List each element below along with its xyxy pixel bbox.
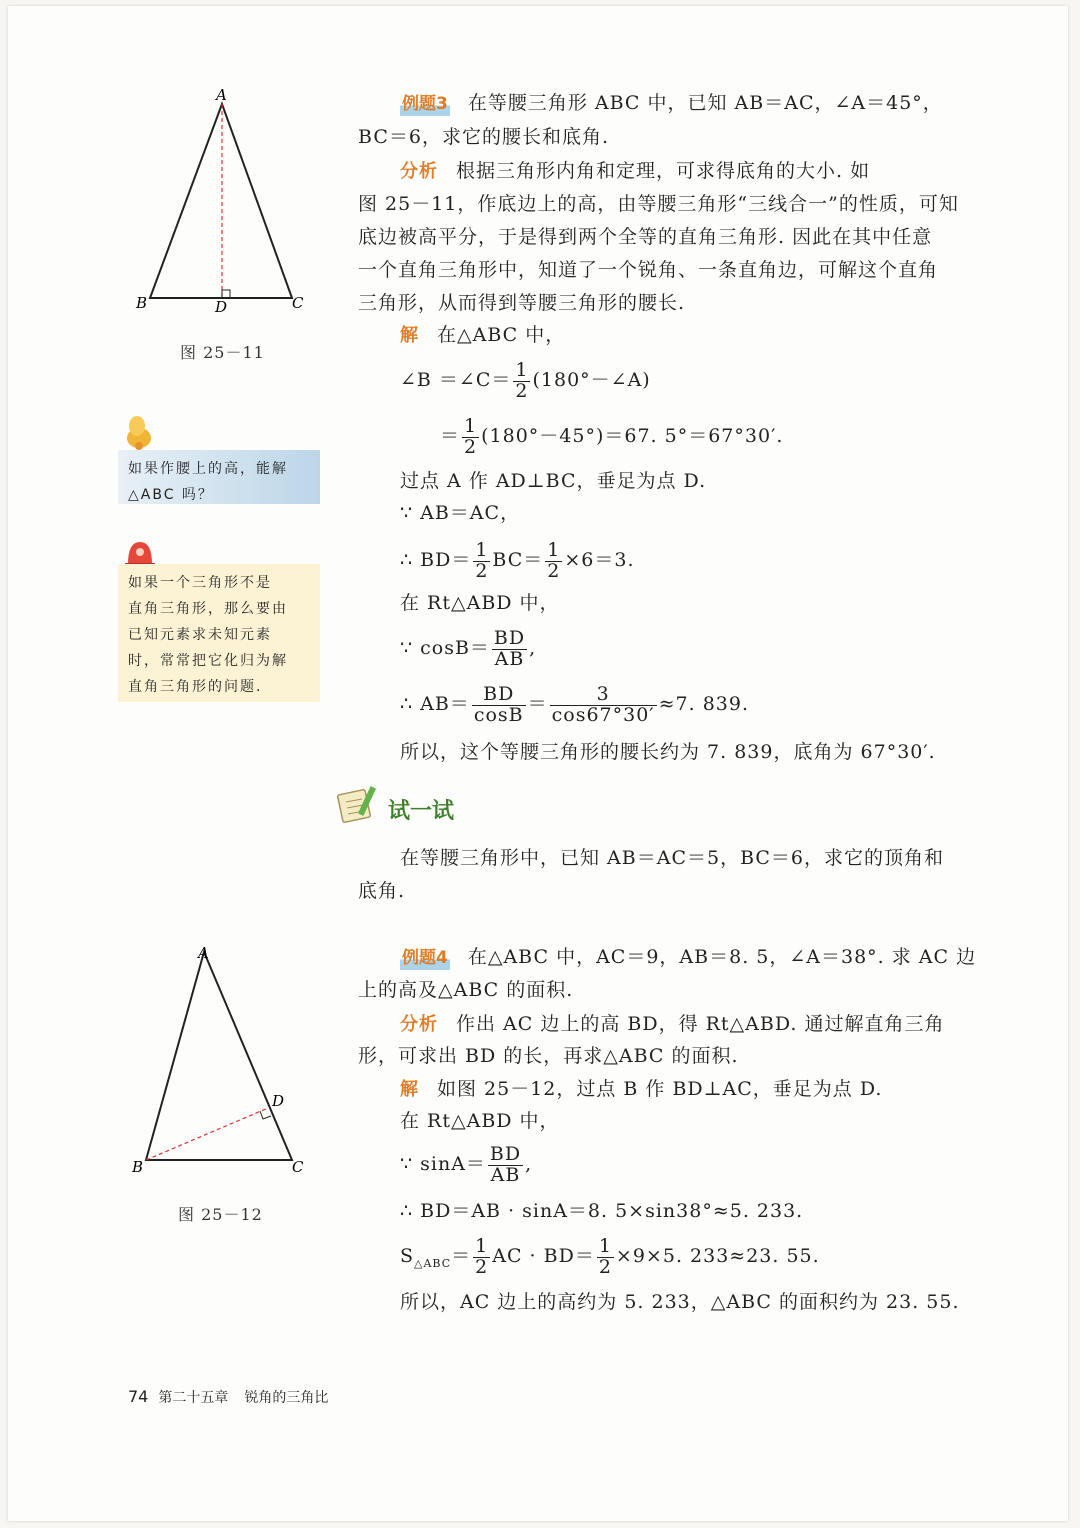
ex3-solution-8: ∵ cosB＝ $\frac{BD}{AB}$ , (400, 626, 537, 670)
ex4-badge: 例题4 (400, 943, 450, 973)
label-c: C (292, 294, 304, 312)
chapter-label: 第二十五章 (158, 1390, 229, 1406)
fraction-bd-ab: $\frac{BD}{AB}$ (493, 626, 526, 670)
ex4-solution-label: 解 (400, 1079, 419, 1100)
ex3-conclusion: 所以，这个等腰三角形的腰长约为 7. 839，底角为 67°30′. (400, 741, 936, 763)
fraction-half: $\frac{1}{2}$ (547, 538, 561, 582)
ex3-solution-2: ∠B ＝∠C＝ $\frac{1}{2}$ (180°－∠A) (400, 358, 651, 402)
notepad-pencil-icon (336, 782, 382, 826)
figure-caption: 图 25－12 (178, 1205, 263, 1224)
ex4-conclusion: 所以，AC 边上的高约为 5. 233，△ABC 的面积约为 23. 55. (400, 1291, 960, 1313)
label-a: A (216, 86, 227, 104)
fraction-half: $\frac{1}{2}$ (464, 414, 478, 458)
ex4-analysis-1: 分析 作出 AC 边上的高 BD，得 Rt△ABD. 通过解直角三角 (400, 1013, 945, 1035)
note-yellow-line3: 已知元素求未知元素 (128, 627, 272, 643)
ex3-solution-5: ∵ AB＝AC， (400, 502, 521, 524)
ex3-solution-3: ＝ $\frac{1}{2}$ (180°－45°)＝67. 5°＝67°30′. (440, 414, 784, 458)
ex3-badge: 例题3 (400, 89, 450, 119)
ex4-solution-3: ∵ sinA＝ $\frac{BD}{AB}$ , (400, 1142, 533, 1186)
label-d: D (215, 298, 228, 316)
right-angle-mark (222, 290, 230, 298)
ex3-solution-1: 解 在△ABC 中， (400, 324, 566, 346)
triangle-abc (150, 104, 292, 298)
figure-25-11 (120, 80, 320, 320)
ex4-question-2: 上的高及△ABC 的面积. (358, 979, 574, 1001)
figure-25-12 (120, 936, 320, 1186)
ex3-solution-6: ∴ BD＝ $\frac{1}{2}$ BC＝ $\frac{1}{2}$ ×6＝3. (400, 538, 635, 582)
note-blue (118, 450, 320, 504)
try-text-1: 在等腰三角形中，已知 AB＝AC＝5，BC＝6，求它的顶角和 (400, 847, 945, 869)
fraction-bd-ab: $\frac{BD}{AB}$ (489, 1142, 522, 1186)
ex3-analysis-2: 图 25－11，作底边上的高，由等腰三角形“三线合一”的性质，可知 (358, 193, 959, 215)
note-yellow-line1: 如果一个三角形不是 (128, 575, 272, 591)
fraction-half: $\frac{1}{2}$ (515, 358, 529, 402)
ex3-analysis-5: 三角形，从而得到等腰三角形的腰长. (358, 292, 686, 314)
ex3-question-1: 例题3 在等腰三角形 ABC 中，已知 AB＝AC，∠A＝45°， (400, 88, 943, 119)
label-b: B (132, 1158, 144, 1176)
ex3-solution-label: 解 (400, 325, 419, 346)
bell-icon (122, 412, 156, 452)
ex3-analysis-1: 分析 根据三角形内角和定理，可求得底角的大小. 如 (400, 160, 871, 182)
note-yellow-line2: 直角三角形，那么要由 (128, 601, 288, 617)
note-yellow-line4: 时，常常把它化归为解 (128, 653, 288, 669)
note-blue-line2: △ABC 吗？ (128, 487, 214, 503)
right-angle-mark (260, 1111, 271, 1119)
label-b: B (136, 294, 148, 312)
ex4-solution-4: ∴ BD＝AB · sinA＝8. 5×sin38°≈5. 233. (400, 1200, 804, 1222)
ex4-question-1: 例题4 在△ABC 中，AC＝9，AB＝8. 5，∠A＝38°. 求 AC 边 (400, 942, 976, 973)
fraction-3-cos: $\frac{3}{\cos 67^\circ 30'}$ (551, 682, 655, 726)
figure-caption: 图 25－11 (180, 343, 265, 362)
page-number: 74 (128, 1387, 149, 1406)
ex4-solution-2: 在 Rt△ABD 中， (400, 1110, 560, 1132)
label-a: A (198, 944, 209, 962)
page-footer (128, 1387, 328, 1407)
ex3-analysis-3: 底边被高平分，于是得到两个全等的直角三角形. 因此在其中任意 (358, 226, 933, 248)
ex3-solution-9: ∴ AB＝ $\frac{BD}{\cos B}$ ＝ $\frac{3}{\cos 67^\circ 30'}$ ≈7. 839. (400, 682, 750, 726)
try-title: 试一试 (388, 799, 455, 824)
ex4-analysis-label: 分析 (400, 1014, 438, 1035)
ex3-question-2: BC＝6，求它的腰长和底角. (358, 126, 609, 148)
ex3-analysis-4: 一个直角三角形中，知道了一个锐角、一条直角边，可解这个直角 (358, 259, 939, 281)
ex3-solution-7: 在 Rt△ABD 中， (400, 592, 560, 614)
ex3-analysis-label: 分析 (400, 161, 438, 182)
label-d: D (272, 1092, 285, 1110)
label-c: C (292, 1158, 304, 1176)
ex4-solution-5: $S_{\triangle ABC}=$ $\frac{1}{2}$ AC · BD＝ $\frac{1}{2}$ ×9×5. 233≈23. 55. (400, 1234, 820, 1278)
ex4-solution-1: 解 如图 25－12，过点 B 作 BD⊥AC，垂足为点 D. (400, 1078, 883, 1100)
altitude-bd (146, 1108, 268, 1160)
note-blue-line1: 如果作腰上的高，能解 (128, 461, 288, 477)
try-text-2: 底角. (358, 880, 406, 902)
note-yellow-line5: 直角三角形的问题. (128, 679, 263, 695)
fraction-half: $\frac{1}{2}$ (475, 538, 489, 582)
fraction-half: $\frac{1}{2}$ (598, 1234, 612, 1278)
ex3-solution-4: 过点 A 作 AD⊥BC，垂足为点 D. (400, 470, 707, 492)
ex4-analysis-2: 形，可求出 BD 的长，再求△ABC 的面积. (358, 1045, 739, 1067)
fraction-half: $\frac{1}{2}$ (475, 1234, 489, 1278)
chapter-title: 锐角的三角比 (244, 1390, 329, 1406)
fraction-bd-cosb: $\frac{BD}{\cos B}$ (473, 682, 524, 726)
note-yellow (118, 564, 320, 702)
